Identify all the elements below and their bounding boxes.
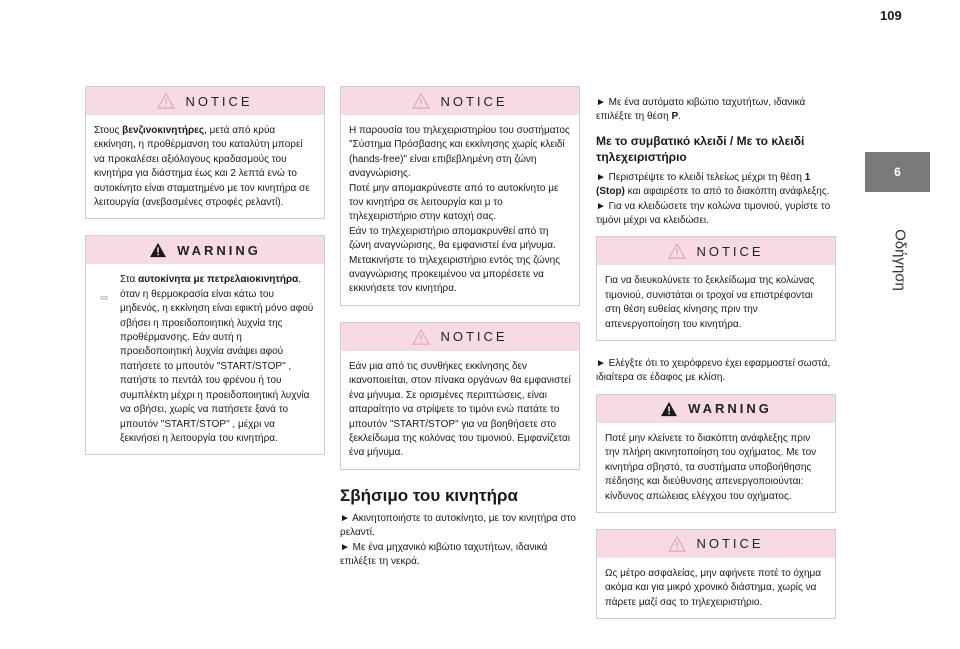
notice-box (340, 86, 580, 306)
warning-box (85, 235, 325, 455)
step-text: ► Ελέγξτε ότι το χειρόφρενο έχει εφαρμοστεί σωστά, ιδιαίτερα σε έδαφος με κλίση. (596, 358, 831, 384)
notice-box (596, 529, 836, 619)
notice-header (341, 323, 579, 351)
caution-outline-icon (668, 536, 686, 552)
notice-line: Ποτέ μην απομακρύνεστε από το αυτοκίνητο με τον κινητήρα σε λειτουργία και μ το τηλεχειριστήριο στην κατοχή σας. (349, 182, 559, 223)
notice-title: NOTICE (440, 329, 508, 345)
notice-body (597, 265, 835, 340)
section-label-text: Οδήγηση (891, 229, 909, 291)
notice-title: NOTICE (696, 243, 764, 259)
warning-title: WARNING (688, 401, 772, 417)
step-list (596, 171, 836, 229)
warning-body (597, 423, 835, 512)
notice-header (597, 237, 835, 265)
notice-title: NOTICE (696, 536, 764, 552)
section-heading: Σβήσιμο του κινητήρα (340, 485, 518, 505)
column-3 (596, 96, 836, 635)
notice-header (597, 530, 835, 558)
step-text: ► Περιστρέψτε το κλειδί τελείως μέχρι τη θέση (596, 171, 805, 183)
column-2 (340, 86, 580, 577)
warning-icon (149, 242, 167, 258)
caution-outline-icon (412, 93, 430, 109)
notice-header (341, 87, 579, 115)
warning-text-pre: Στα (120, 274, 139, 286)
step-list (340, 512, 580, 570)
notice-text-pre: Στους (94, 125, 123, 136)
step-text: και αφαιρέστε το από το διακόπτη ανάφλεξης. (624, 186, 830, 198)
notice-text: Ως μέτρο ασφαλείας, μην αφήνετε ποτέ το όχημα ακόμα και για μικρό χρονικό διάστημα, χωρίς να πάρετε μαζί σας το τηλεχειριστήριο. (605, 567, 822, 608)
warning-title: WARNING (177, 242, 261, 258)
step-item: ► Ακινητοποιήστε το αυτοκίνητο, με τον κινητήρα στο ρελαντί. (340, 512, 576, 539)
glow-plug-icon: ∞ (100, 292, 108, 305)
column-1 (85, 86, 325, 471)
notice-line: Εάν το τηλεχειριστήριο απομακρυνθεί από τη ζώνη αναγνώρισης, θα εμφανιστεί ένα μήνυμα. (349, 225, 556, 252)
notice-text-post: , μετά από κρύα εκκίνηση, η προθέρμανση του καταλύτη μπορεί να προκαλέσει αξιόλογους κραδασμούς του κινητήρα για διάστημα έως και 2 λεπτά ενώ το αυτοκίνητο είναι σταματημένο με τον κινητήρα σε λειτουργία (ανεβασμένες στροφές ρελαντί). (94, 125, 310, 209)
notice-header (86, 87, 324, 115)
notice-title: NOTICE (440, 93, 508, 109)
step-item: ► Με ένα μηχανικό κιβώτιο ταχυτήτων, ιδανικά επιλέξτε τη νεκρά. (340, 541, 548, 567)
warning-body (86, 264, 324, 454)
warning-icon (660, 401, 678, 417)
notice-line: Η παρουσία του τηλεχειριστηρίου του συστήματος "Σύστημα Πρόσβασης και εκκίνησης χωρίς κλειδί (hands-free)" είναι επιβεβλημένη στη ζώνη αναγνώρισης. (349, 125, 570, 180)
notice-text: Εάν μια από τις συνθήκες εκκίνησης δεν ικανοποιείται, στον πίνακα οργάνων θα εμφανιστεί ένα μήνυμα. Σε ορισμένες περιπτώσεις, είναι απαραίτητο να στρίψετε το τιμόνι ενώ πατάτε το μπουτόν "START/STOP" για να βοηθήσετε στο ξεκλείδωμα της κολόνας του τιμονιού. Εμφανίζεται ένα μήνυμα. (349, 360, 571, 459)
notice-box (596, 236, 836, 341)
warning-header (86, 236, 324, 264)
step-item: ► Για να κλειδώσετε την κολώνα τιμονιού, γυρίστε το τιμόνι μέχρι να κλειδώσει. (596, 200, 831, 227)
notice-body (597, 558, 835, 618)
notice-body (341, 351, 579, 469)
warning-box (596, 394, 836, 513)
notice-line: Μετακινήστε το τηλεχειριστήριο εντός της ζώνης αναγνώρισης προκειμένου να μπορέσετε να εκκινήσετε τον κινητήρα. (349, 254, 561, 295)
step-text: ► Με ένα αυτόματο κιβώτιο ταχυτήτων, ιδανικά επιλέξτε τη θέση (596, 97, 806, 123)
step-item: ► Με ένα αυτόματο κιβώτιο ταχυτήτων, ιδανικά επιλέξτε τη θέση P. (596, 97, 806, 123)
caution-outline-icon (412, 329, 430, 345)
notice-title: NOTICE (185, 93, 253, 109)
step-text-bold: 1 (Stop) (596, 171, 811, 198)
section-label (870, 200, 930, 320)
caution-outline-icon (668, 243, 686, 259)
notice-body (86, 115, 324, 218)
step-text-bold: P (671, 111, 679, 123)
step-item (596, 357, 836, 386)
section-tab: 6 (865, 152, 930, 192)
notice-box (85, 86, 325, 219)
warning-text-bold: αυτοκίνητα με πετρελαιοκινητήρα (138, 274, 299, 286)
notice-box (340, 322, 580, 470)
notice-text-bold: βενζινοκινητήρες (122, 125, 205, 136)
warning-text: Ποτέ μην κλείνετε το διακόπτη ανάφλεξης πριν την πλήρη ακινητοποίηση του οχήματος. Με τον κινητήρα σβηστό, τα συστήματα υποβοήθησης πέδησης και διεύθυνσης απενεργοποιούνται: κίνδυνος απώλειας ελέγχου του οχήματος. (605, 432, 817, 502)
warning-header (597, 395, 835, 423)
notice-text: Για να διευκολύνετε το ξεκλείδωμα της κολώνας τιμονιού, συνιστάται οι τροχοί να επιστρέφονται στη θέση ευθείας κίνησης πριν την απενεργοποίηση του κινητήρα. (605, 275, 815, 330)
caution-outline-icon (157, 93, 175, 109)
warning-text-post: , όταν η θερμοκρασία είναι κάτω του μηδενός, η εκκίνηση είναι εφικτή μόνο αφού σβήσει η προειδοποιητική λυχνία της προθέρμανσης. Εάν αυτή η προειδοποιητική λυχνία ανάψει αφού πατήσετε το μπουτόν "START/STOP" , πατήστε το πεντάλ του φρένου ή του συμπλέκτη μέχρι η προειδοποιητική λυχνία να σβήσει, χωρίς να πατήσετε ξανά το μπουτόν "START/STOP" , μέχρι να ξεκινήσει η λειτουργία του κινητήρα. (120, 274, 314, 444)
notice-body (341, 115, 579, 305)
page-number: 109 (880, 8, 902, 23)
subheading: Με το συμβατικό κλειδί / Με το κλειδί τηλεχειριστήριο (596, 133, 805, 164)
